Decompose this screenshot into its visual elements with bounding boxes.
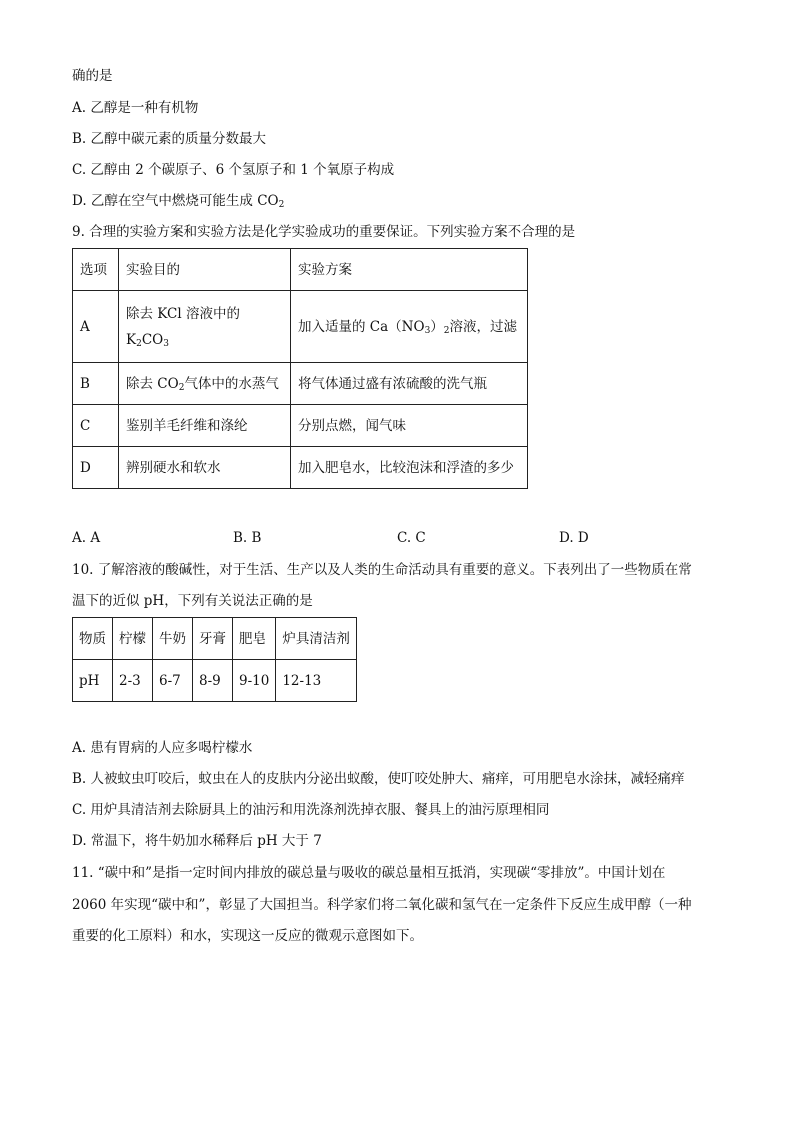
row-plan: 加入适量的 $Ca(NO_3)_2$溶液，过滤 [291,291,528,363]
q8-tail: 确的是 [72,68,113,84]
header-purpose: 实验目的 [119,249,291,291]
table-row [73,405,528,447]
header-plan: 实验方案 [291,249,528,291]
ph-header-cell: 物质 [73,618,113,660]
q9-answer-b: B. B [233,530,262,546]
q9-answer-a: A. A [72,530,101,546]
row-purpose: 辨别硬水和软水 [119,447,291,489]
table-row [73,660,357,702]
ph-header-cell: 柠檬 [113,618,153,660]
ph-cell: 9-10 [233,660,276,702]
row-option: B [73,363,119,405]
ph-cell: 6-7 [153,660,193,702]
table-row [73,291,528,363]
ph-header-cell: 炉具清洁剂 [276,618,357,660]
ph-cell: pH [73,660,113,702]
row-purpose: 鉴别羊毛纤维和涤纶 [119,405,291,447]
row-purpose: 除去 $CO_2$气体中的水蒸气 [119,363,291,405]
q10-option-d: D. 常温下，将牛奶加水稀释后 pH 大于 7 [72,833,322,849]
q11-line3: 重要的化工原料）和水，实现这一反应的微观示意图如下。 [72,928,423,944]
row-plan: 分别点燃，闻气味 [291,405,528,447]
q9-stem: 9. 合理的实验方案和实验方法是化学实验成功的重要保证。下列实验方案不合理的是 [72,224,576,240]
ph-cell: 2-3 [113,660,153,702]
q9-answer-d: D. D [559,530,589,546]
q11-line1: 11. “碳中和”是指一定时间内排放的碳总量与吸收的碳总量相互抵消，实现碳“零排放”。中国计划在 [72,865,666,881]
row-option: C [73,405,119,447]
header-option: 选项 [73,249,119,291]
q10-stem-line1: 10. 了解溶液的酸碱性，对于生活、生产以及人类的生命活动具有重要的意义。下表列出了一些物质在常 [72,562,692,578]
q10-option-a: A. 患有胃病的人应多喝柠檬水 [72,740,253,756]
ph-header-cell: 肥皂 [233,618,276,660]
q10-option-c: C. 用炉具清洁剂去除厨具上的油污和用洗涤剂洗掉衣服、餐具上的油污原理相同 [72,802,550,818]
q9-answer-c: C. C [397,530,426,546]
row-purpose: 除去 KCl 溶液中的 $K_2CO_3$ [119,291,291,363]
ph-table [72,617,357,702]
q10-option-b: B. 人被蚊虫叮咬后，蚊虫在人的皮肤内分泌出蚁酸，使叮咬处肿大、痛痒，可用肥皂水涂抹，减轻痛痒 [72,771,685,787]
row-plan: 将气体通过盛有浓硫酸的洗气瓶 [291,363,528,405]
table-row [73,447,528,489]
ph-cell: 12-13 [276,660,357,702]
ph-cell: 8-9 [193,660,233,702]
q11-line2: 2060 年实现“碳中和”，彰显了大国担当。科学家们将二氧化碳和氢气在一定条件下反应生成甲醇（一种 [72,897,692,913]
row-option: D [73,447,119,489]
q8-option-c: C. 乙醇由 2 个碳原子、6 个氢原子和 1 个氧原子构成 [72,162,395,178]
q8-option-d: D. 乙醇在空气中燃烧可能生成 $CO_2$ [72,193,285,210]
table-header-row [73,249,528,291]
row-plan: 加入肥皂水，比较泡沫和浮渣的多少 [291,447,528,489]
ph-header-cell: 牛奶 [153,618,193,660]
q8-option-b: B. 乙醇中碳元素的质量分数最大 [72,131,267,147]
table-row [73,363,528,405]
q8-option-a: A. 乙醇是一种有机物 [72,100,199,116]
q9-table [72,248,528,489]
ph-header-cell: 牙膏 [193,618,233,660]
row-option: A [73,291,119,363]
q10-stem-line2: 温下的近似 pH，下列有关说法正确的是 [72,593,313,609]
table-header-row [73,618,357,660]
